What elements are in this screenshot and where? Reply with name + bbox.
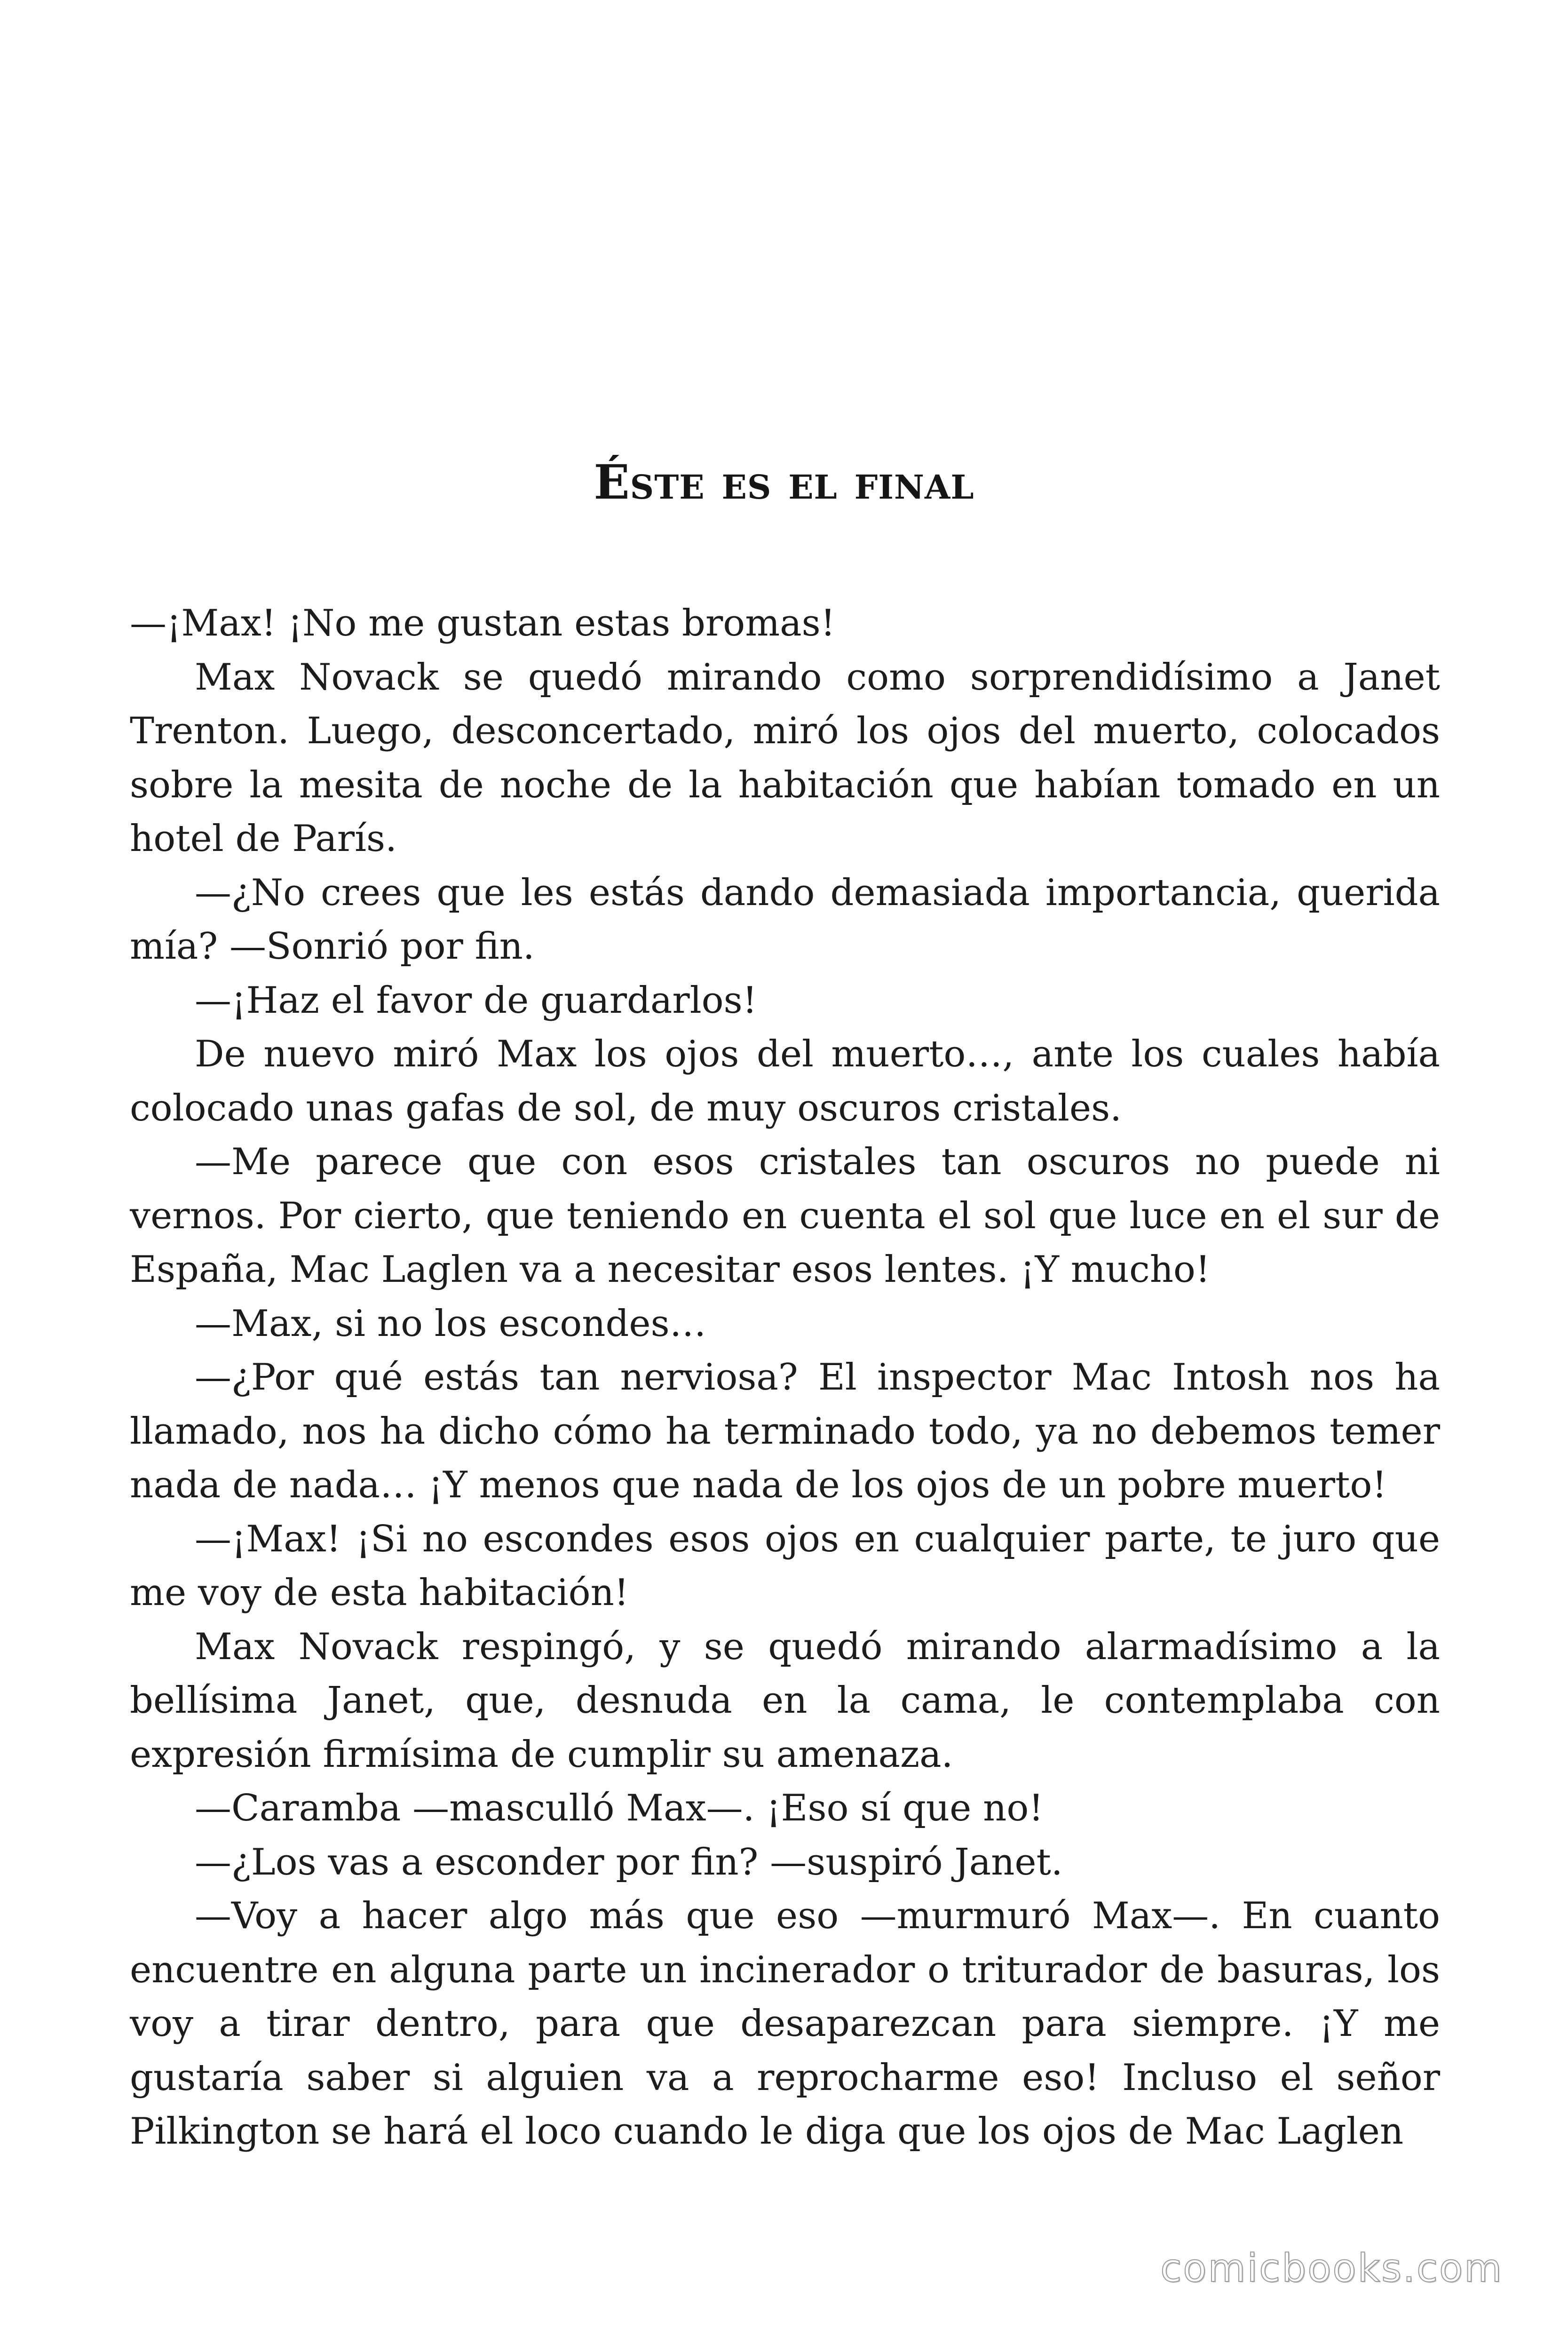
paragraph: Max Novack respingó, y se quedó mirando alarmadísimo a la bellísima Janet, que, desnuda en la cama, le contemplaba con expresión firmísima de cumplir su amenaza.	[130, 1625, 1440, 1776]
paragraph: —Me parece que con esos cristales tan oscuros no puede ni vernos. Por cierto, que teniendo en cuenta el sol que luce en el sur de España, Mac Laglen va a necesitar esos lentes. ¡Y mucho!	[130, 1141, 1440, 1291]
paragraph: De nuevo miró Max los ojos del muerto…, ante los cuales había colocado unas gafas de sol, de muy oscuros cristales.	[130, 1033, 1440, 1129]
chapter-body	[130, 596, 1440, 2159]
watermark: comicbooks.com	[1160, 2246, 1503, 2291]
paragraph: Max Novack se quedó mirando como sorprendidísimo a Janet Trenton. Luego, desconcertado, miró los ojos del muerto, colocados sobre la mesita de noche de la habitación que habían tomado en un hotel de París.	[130, 656, 1440, 860]
paragraph: —¿Los vas a esconder por fin? —suspiró Janet.	[195, 1841, 1063, 1883]
paragraph: —¡Haz el favor de guardarlos!	[195, 979, 757, 1022]
paragraph: —Caramba —masculló Max—. ¡Eso sí que no!	[195, 1787, 1044, 1829]
paragraph: —Voy a hacer algo más que eso —murmuró Max—. En cuanto encuentre en alguna parte un incinerador o triturador de basuras, los voy a tirar dentro, para que desaparezcan para siempre. ¡Y me gustaría saber si alguien va a reprocharme eso! Incluso el señor Pilkington se hará el loco cuando le diga que los ojos de Mac Laglen	[130, 1895, 1440, 2153]
paragraph: —Max, si no los escondes…	[195, 1302, 706, 1345]
paragraph: —¿Por qué estás tan nerviosa? El inspector Mac Intosh nos ha llamado, nos ha dicho cómo ha terminado todo, ya no debemos temer nada de nada… ¡Y menos que nada de los ojos de un pobre muerto!	[130, 1356, 1440, 1506]
paragraph: —¿No crees que les estás dando demasiada importancia, querida mía? —Sonrió por fin.	[130, 871, 1440, 968]
paragraph: —¡Max! ¡No me gustan estas bromas!	[130, 602, 836, 644]
chapter-title: Éste es el final	[594, 454, 974, 510]
paragraph: —¡Max! ¡Si no escondes esos ojos en cualquier parte, te juro que me voy de esta habitación!	[130, 1518, 1440, 1614]
